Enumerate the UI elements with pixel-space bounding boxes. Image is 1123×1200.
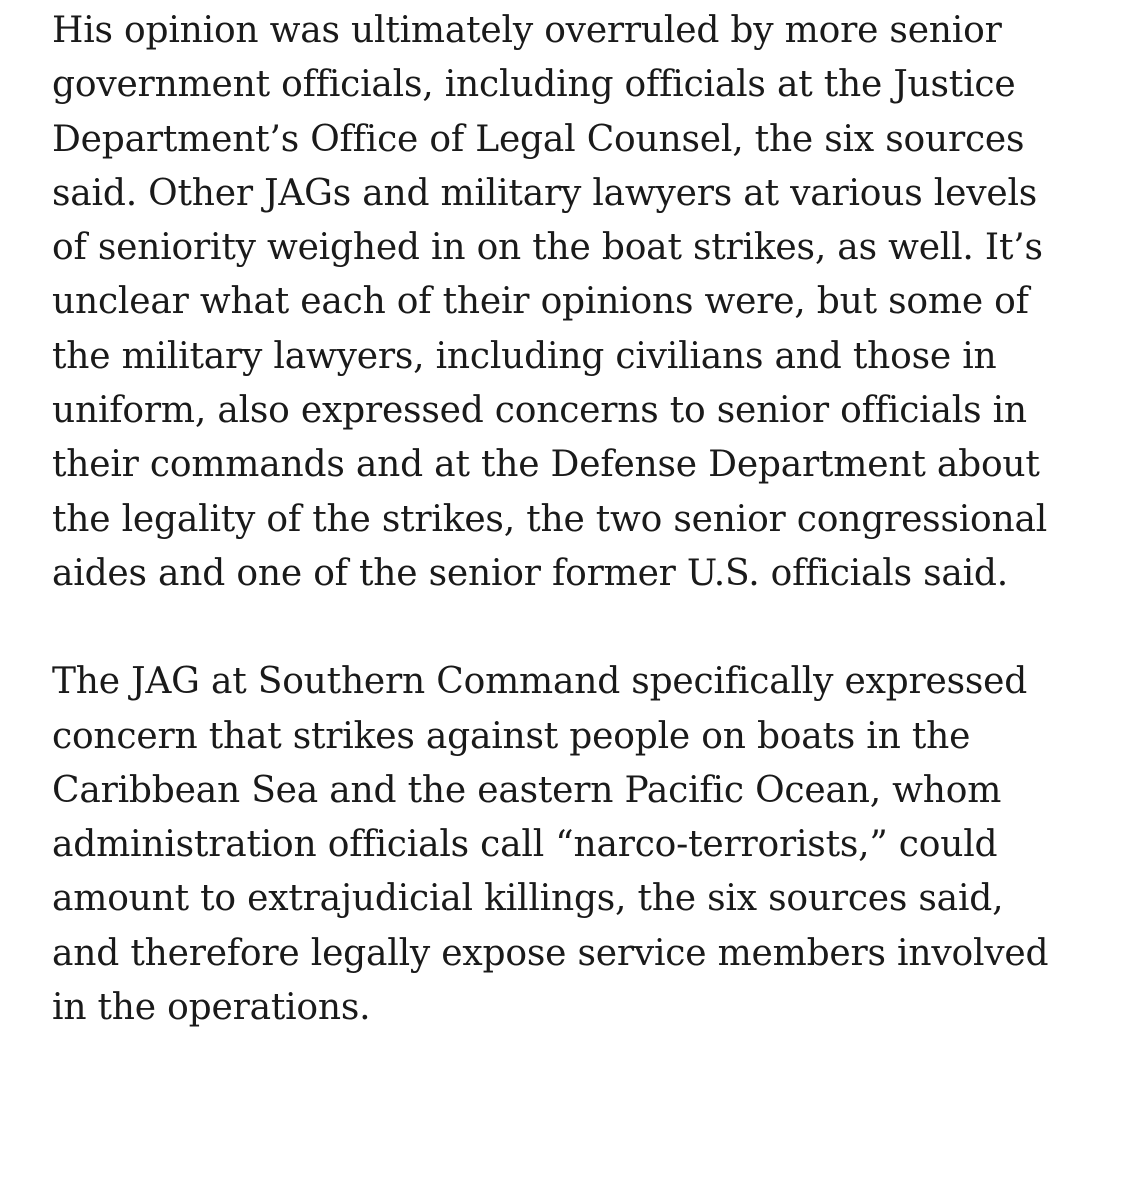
paragraph-line: said. Other JAGs and military lawyers at various levels bbox=[52, 172, 1038, 214]
paragraph-line: in the operations. bbox=[52, 987, 371, 1029]
paragraph-line: His opinion was ultimately overruled by more senior bbox=[52, 10, 1002, 51]
paragraph-line: Caribbean Sea and the eastern Pacific Ocean, whom bbox=[52, 769, 1002, 811]
paragraph-line: Department’s Office of Legal Counsel, the six sources bbox=[52, 118, 1025, 160]
paragraph-line: aides and one of the senior former U.S. officials said. bbox=[52, 552, 1009, 594]
paragraph-line: amount to extrajudicial killings, the six sources said, bbox=[52, 878, 1004, 920]
article-paragraph-2 bbox=[52, 655, 1112, 1035]
paragraph-line: administration officials call “narco-terrorists,” could bbox=[52, 824, 998, 866]
paragraph-line: the military lawyers, including civilians and those in bbox=[52, 335, 997, 377]
paragraph-line: the legality of the strikes, the two senior congressional bbox=[52, 498, 1048, 540]
paragraph-line: their commands and at the Defense Department about bbox=[52, 444, 1040, 486]
article-body bbox=[52, 0, 1112, 1035]
paragraph-line: unclear what each of their opinions were, but some of bbox=[52, 281, 1029, 323]
paragraph-line: The JAG at Southern Command specifically expressed bbox=[52, 661, 1028, 703]
paragraph-line: uniform, also expressed concerns to senior officials in bbox=[52, 390, 1027, 432]
article-paragraph-1 bbox=[52, 4, 1112, 601]
paragraph-line: and therefore legally expose service members involved bbox=[52, 932, 1049, 974]
paragraph-line: government officials, including officials at the Justice bbox=[52, 64, 1016, 106]
paragraph-line: concern that strikes against people on boats in the bbox=[52, 715, 971, 757]
paragraph-line: of seniority weighed in on the boat strikes, as well. It’s bbox=[52, 227, 1043, 269]
